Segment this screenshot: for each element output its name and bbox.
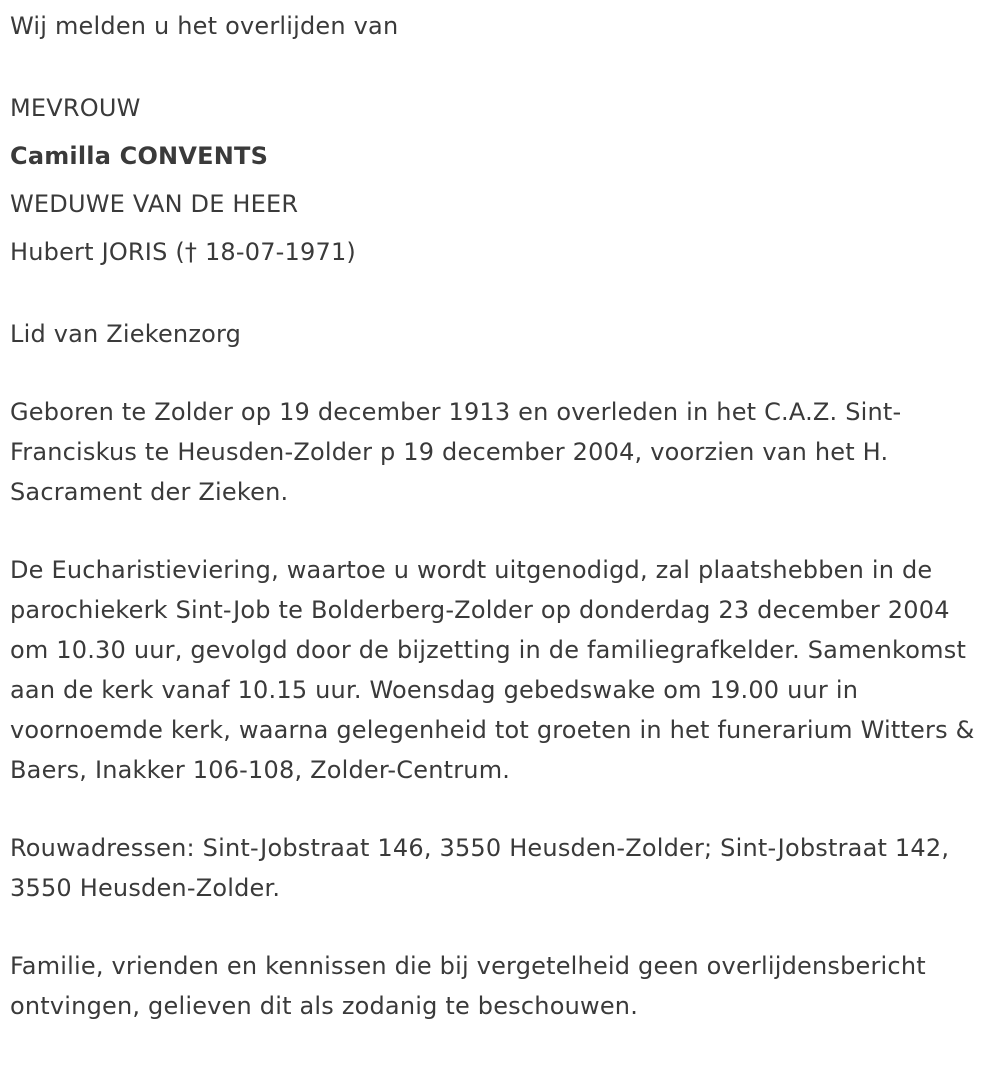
relation-line: WEDUWE VAN DE HEER	[10, 190, 299, 218]
mourning-addresses-paragraph: Rouwadressen: Sint-Jobstraat 146, 3550 Heusden-Zolder; Sint-Jobstraat 142, 3550 Heusden-Zolder.	[10, 834, 950, 902]
deceased-header	[10, 84, 988, 276]
membership-line: Lid van Ziekenzorg	[10, 320, 242, 348]
announcement-intro: Wij melden u het overlijden van	[10, 12, 399, 40]
spouse-line: Hubert JORIS († 18-07-1971)	[10, 238, 356, 266]
birth-death-paragraph: Geboren te Zolder op 19 december 1913 en overleden in het C.A.Z. Sint-Franciskus te Heusden-Zolder p 19 december 2004, voorzien van het H. Sacrament der Zieken.	[10, 398, 902, 506]
service-paragraph: De Eucharistieviering, waartoe u wordt uitgenodigd, zal plaatshebben in de parochiekerk Sint-Job te Bolderberg-Zolder op donderdag 23 december 2004 om 10.30 uur, gevolgd door de bijzetting in de familiegrafkelder. Samenkomst aan de kerk vanaf 10.15 uur. Woensdag gebedswake om 19.00 uur in voornoemde kerk, waarna gelegenheid tot groeten in het funerarium Witters & Baers, Inakker 106-108, Zolder-Centrum.	[10, 556, 975, 784]
closing-paragraph: Familie, vrienden en kennissen die bij vergetelheid geen overlijdensbericht ontvingen, gelieven dit als zodanig te beschouwen.	[10, 952, 926, 1020]
deceased-name: Camilla CONVENTS	[10, 142, 269, 170]
salutation: MEVROUW	[10, 94, 141, 122]
